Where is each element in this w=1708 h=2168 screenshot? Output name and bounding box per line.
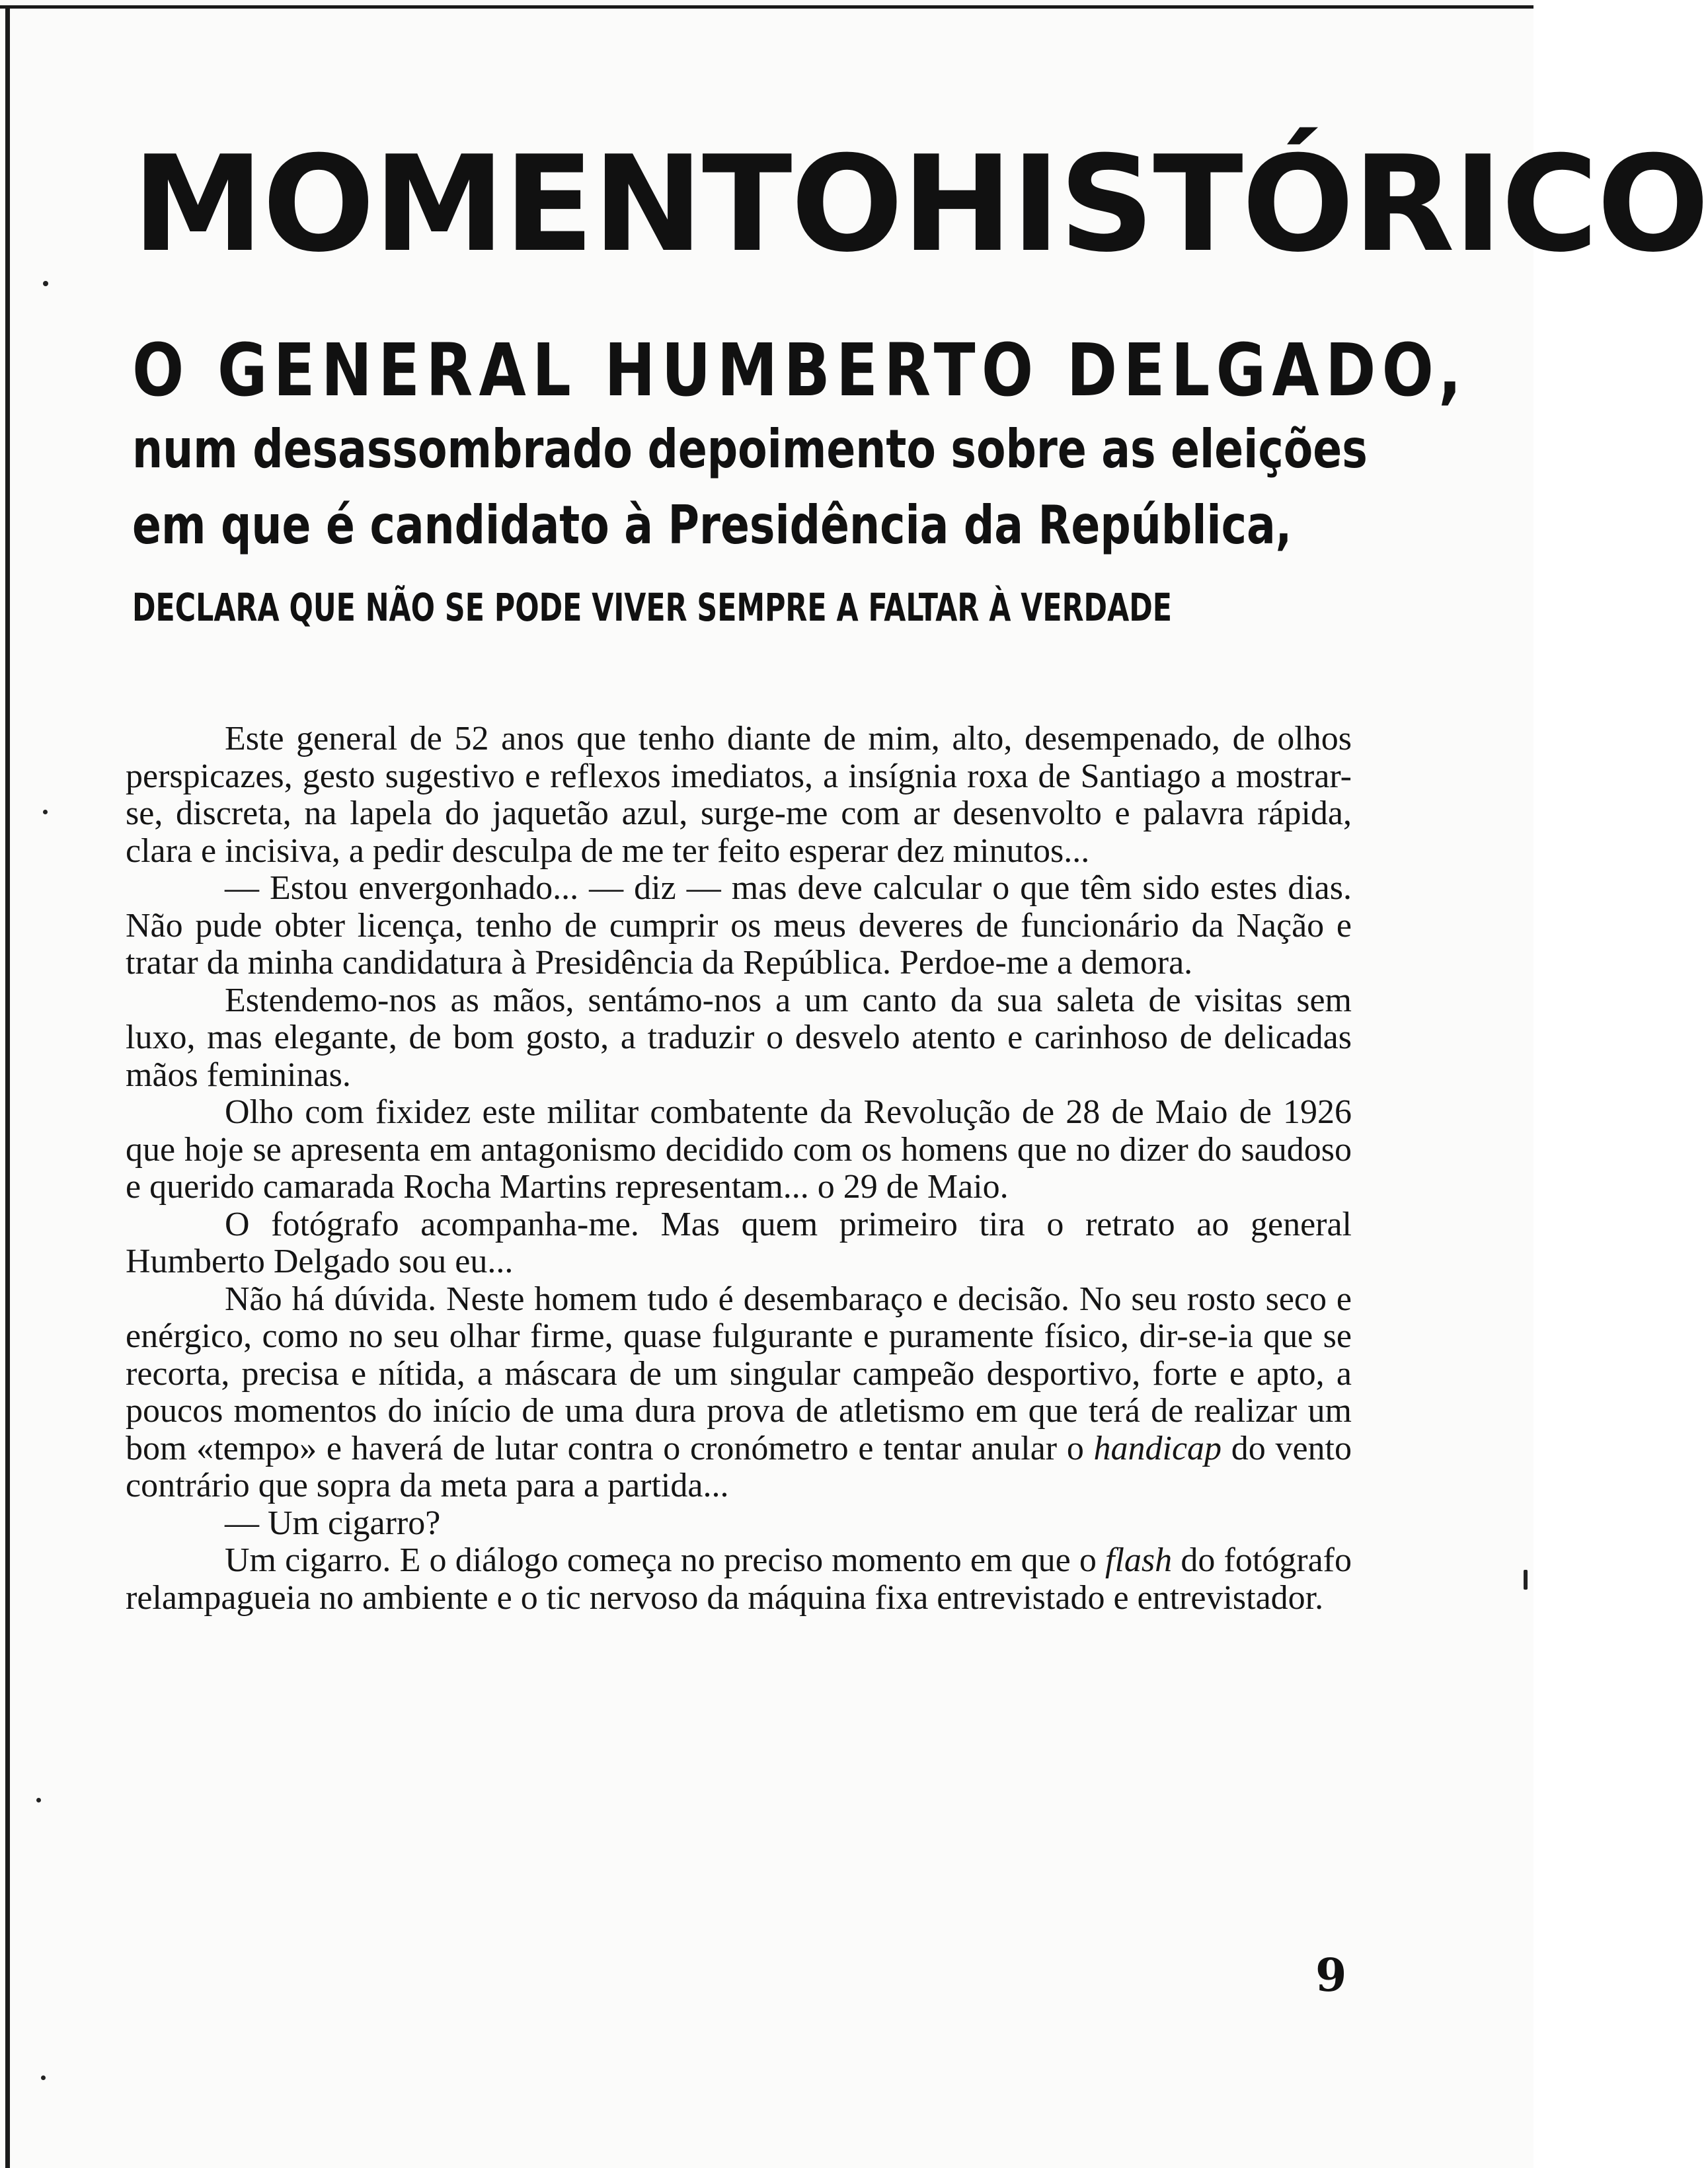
paragraph-text: Um cigarro. E o diálogo começa no preciso momento em que o (225, 1541, 1106, 1579)
italic-term-handicap: handicap (1093, 1429, 1222, 1467)
subheadline-line-3: em que é candidato à Presidência da República, (132, 494, 1292, 556)
scan-speck (43, 281, 48, 286)
page-number: 9 (1315, 1949, 1347, 2002)
italic-term-flash: flash (1105, 1541, 1173, 1579)
article-paragraph: Este general de 52 anos que tenho diante de mim, alto, desempenado, de olhos perspicazes, gesto sugestivo e reflexos imediatos, a insígnia roxa de Santiago a mostrar-se, discreta, na lapela do jaquetão azul, surge-me com ar desenvolto e palavra rápida, clara e incisiva, a pedir desculpa de me ter feito esperar dez minutos... (126, 720, 1352, 870)
subheadline-line-4: DECLARA QUE NÃO SE PODE VIVER SEMPRE A FALTAR À VERDADE (132, 585, 1172, 630)
article-paragraph: — Estou envergonhado... — diz — mas deve calcular o que têm sido estes dias. Não pude obter licença, tenho de cumprir os meus deveres de funcionário da Nação e tratar da minha candidatura à Presidência da República. Perdoe-me a demora. (126, 869, 1352, 982)
scan-speck (43, 810, 48, 814)
article-paragraph: O fotógrafo acompanha-me. Mas quem primeiro tira o retrato ao general Humberto Delgado sou eu... (126, 1205, 1352, 1280)
scan-edge-left (5, 5, 10, 2168)
headline (132, 128, 1708, 282)
scan-speck (1524, 1570, 1528, 1590)
paragraph-text: do fotógrafo relampagueia no ambiente e o tic nervoso da máquina fixa entrevistado e entrevistador. (126, 1541, 1352, 1617)
subheadline-line-2: num desassombrado depoimento sobre as eleições (132, 418, 1368, 480)
scan-speck (36, 1798, 41, 1802)
headline-word-historico: HISTÓRICO (902, 128, 1708, 282)
article-body (126, 720, 1352, 1617)
article-paragraph (126, 1281, 1352, 1505)
headline-word-momento: MOMENTO (132, 128, 902, 282)
scan-speck (41, 2075, 46, 2080)
article-paragraph (126, 1542, 1352, 1617)
paragraph-text: do vento contrário que sopra da meta para a partida... (126, 1429, 1352, 1504)
scan-edge-top (0, 5, 1533, 9)
article-paragraph: — Um cigarro? (225, 1504, 441, 1542)
article-paragraph: Olho com fixidez este militar combatente da Revolução de 28 de Maio de 1926 que hoje se apresenta em antagonismo decidido com os homens que no dizer do saudoso e querido camarada Rocha Martins representam... o 29 de Maio. (126, 1093, 1352, 1206)
paragraph-text: Não há dúvida. Neste homem tudo é desembaraço e decisão. No seu rosto seco e enérgico, como no seu olhar firme, quase fulgurante e puramente físico, dir-se-ia que se recorta, precisa e nítida, a máscara de um singular campeão desportivo, forte e apto, a poucos momentos do início de uma dura prova de atletismo em que terá de realizar um bom «tempo» e haverá de lutar contra o cronómetro e tentar anular o (126, 1280, 1352, 1467)
article-paragraph: Estendemo-nos as mãos, sentámo-nos a um canto da sua saleta de visitas sem luxo, mas elegante, de bom gosto, a traduzir o desvelo atento e carinhoso de delicadas mãos femininas. (126, 981, 1352, 1094)
subheadline-line-1: O GENERAL HUMBERTO DELGADO, (132, 328, 1468, 412)
